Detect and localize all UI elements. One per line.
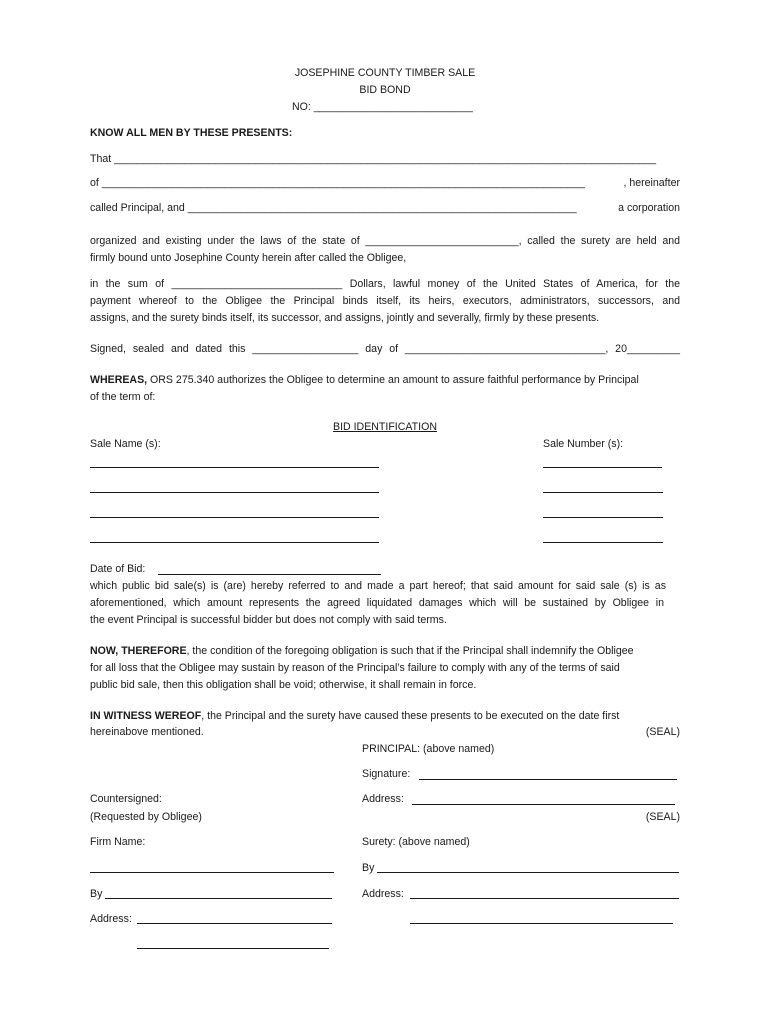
surety-address-blank-2[interactable]: [410, 923, 673, 924]
now-therefore-text: , the condition of the foregoing obligation is such that if the Principal shall indemnify the Obligee: [186, 645, 634, 657]
firm-by-blank[interactable]: [105, 898, 332, 899]
sale-name-blank[interactable]: [90, 542, 379, 543]
now-therefore-lead: NOW, THEREFORE: [90, 645, 187, 657]
whereas-lead: WHEREAS,: [90, 374, 148, 386]
surety-by-blank[interactable]: [377, 872, 679, 873]
firm-by-label: By: [90, 888, 103, 900]
preamble-heading: KNOW ALL MEN BY THESE PRESENTS:: [90, 127, 293, 139]
date-of-bid-blank[interactable]: [158, 574, 381, 575]
whereas-text: ORS 275.340 authorizes the Obligee to determine an amount to assure faithful performance by Principal: [147, 374, 639, 386]
surety-address-blank[interactable]: [410, 898, 679, 899]
seal-label-2: (SEAL): [645, 811, 680, 823]
principal-address-blank[interactable]: [412, 804, 675, 805]
sale-number-blank[interactable]: [543, 492, 663, 493]
sale-number-label: Sale Number (s):: [543, 438, 624, 450]
sale-name-blank[interactable]: [90, 517, 379, 518]
surety-by-label: By: [362, 862, 375, 874]
signature-blank[interactable]: [419, 779, 677, 780]
organized-line-1: organized and existing under the laws of the state of __________________________, called the surety are held and: [90, 235, 680, 247]
signature-label: Signature:: [362, 768, 411, 780]
firm-name-label: Firm Name:: [90, 836, 146, 848]
witness-lead: IN WITNESS WEREOF: [90, 710, 202, 722]
referral-line-1: which public bid sale(s) is (are) hereby referred to and made a part hereof; that said amount for said sale (s) is as: [90, 580, 666, 592]
referral-line-2: aforementioned, which amount represents the agreed liquidated damages which will be sustained by Obligee in: [90, 597, 664, 609]
sale-number-blank[interactable]: [543, 542, 663, 543]
that-line: That ____________________________________________________________________________________________: [90, 153, 657, 165]
sum-line-1: in the sum of _____________________________ Dollars, lawful money of the United States of America, for the: [90, 278, 680, 290]
firm-address-label: Address:: [90, 913, 132, 925]
firm-address-blank-2[interactable]: [137, 948, 329, 949]
requested-by-obligee: (Requested by Obligee): [90, 811, 202, 823]
form-subtitle: BID BOND: [359, 84, 411, 96]
date-of-bid-label: Date of Bid:: [90, 563, 146, 575]
sale-number-blank[interactable]: [543, 517, 663, 518]
witness-line-2: hereinabove mentioned.: [90, 726, 204, 738]
firm-address-blank[interactable]: [137, 923, 332, 924]
surety-label: Surety: (above named): [362, 836, 470, 848]
sale-name-blank[interactable]: [90, 492, 379, 493]
witness-line-1: [90, 710, 619, 723]
sum-line-3: assigns, and the surety binds itself, its successor, and assigns, jointly and severally, firmly by these presents.: [90, 312, 600, 324]
principal-line-suffix: a corporation: [618, 202, 680, 214]
sale-number-blank[interactable]: [543, 467, 662, 468]
now-therefore-line-3: public bid sale, then this obligation shall be void; otherwise, it shall remain in force.: [90, 679, 477, 691]
referral-line-3: the event Principal is successful bidder but does not comply with said terms.: [90, 614, 447, 626]
firm-name-blank[interactable]: [90, 872, 334, 873]
witness-text: , the Principal and the surety have caused these presents to be executed on the date first: [201, 710, 620, 722]
principal-line: called Principal, and __________________________________________________________________: [90, 202, 577, 214]
bond-number: NO: ___________________________: [292, 101, 473, 113]
of-line: of __________________________________________________________________________________: [90, 177, 585, 189]
organized-line-2: firmly bound unto Josephine County herein after called the Obligee,: [90, 252, 407, 264]
sale-name-label: Sale Name (s):: [90, 438, 161, 450]
countersigned-label: Countersigned:: [90, 793, 162, 805]
now-therefore-line-2: for all loss that the Obligee may sustain by reason of the Principal’s failure to comply with any of the terms of said: [90, 662, 620, 674]
principal-address-label: Address:: [362, 793, 404, 805]
seal-label: (SEAL): [645, 726, 680, 738]
principal-label: PRINCIPAL: (above named): [362, 743, 495, 755]
signed-dated-line: Signed, sealed and dated this __________________ day of __________________________________, 20_________: [90, 343, 680, 355]
surety-address-label: Address:: [362, 888, 404, 900]
of-line-suffix: , hereinafter: [623, 177, 680, 189]
sale-name-blank[interactable]: [90, 467, 379, 468]
form-title: JOSEPHINE COUNTY TIMBER SALE: [294, 67, 476, 79]
sum-line-2: payment whereof to the Obligee the Principal binds itself, its heirs, executors, administrators, successors, and: [90, 295, 680, 307]
whereas-line-2: of the term of:: [90, 391, 156, 403]
whereas-line-1: [90, 374, 639, 387]
now-therefore-line-1: [90, 645, 634, 658]
bid-identification-heading: BID IDENTIFICATION: [333, 421, 437, 433]
